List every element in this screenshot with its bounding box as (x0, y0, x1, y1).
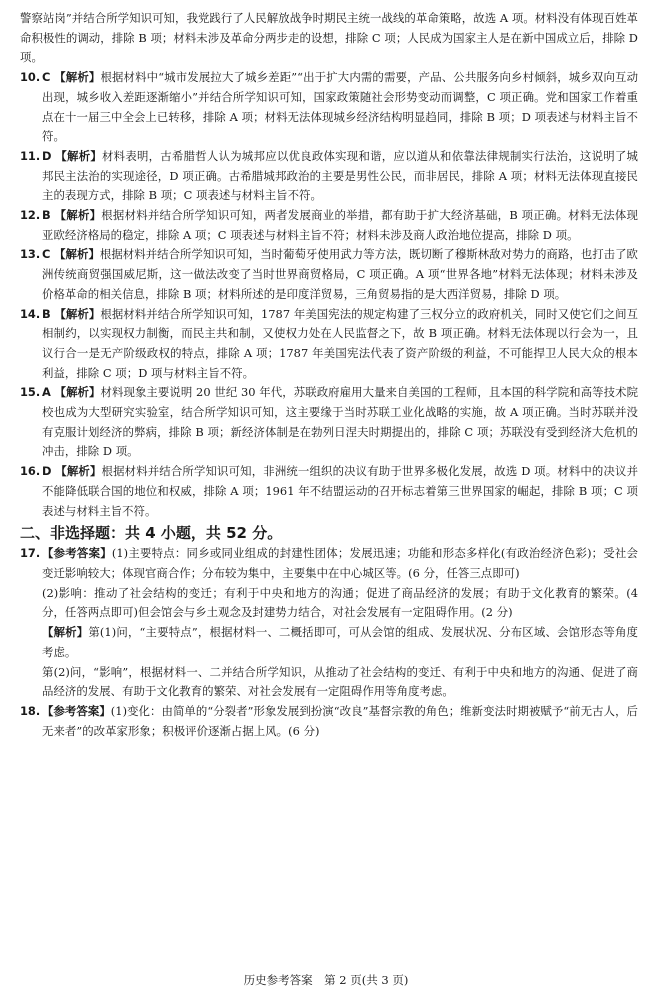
q9-continuation: 警察站岗”并结合所学知识可知，我党践行了人民解放战争时期民主统一战线的革命策略，故选 A 项。材料没有体现百姓革命积极性的调动，排除 B 项；材料未涉及革命分两步走的设想，排除 C 项；人民成为国家主人是在新中国成立后，排除 D 项。 (20, 11, 638, 65)
analysis-text: 第(1)问，“主要特点”，根据材料一、二概括即可，可从会馆的组成、发展状况、分布区域、会馆形态等角度考虑。 (42, 625, 638, 659)
question-body (42, 68, 638, 147)
question-number: 18. (20, 703, 41, 718)
answer-letter: B (42, 306, 51, 321)
question-body (42, 305, 638, 384)
page-footer: 历史参考答案 第 2 页(共 3 页) (243, 973, 409, 987)
analysis-tag: 【解析】 (54, 247, 100, 262)
question-number: 14. (20, 306, 41, 321)
analysis-tag: 【解析】 (54, 70, 101, 85)
question-number: 15. (20, 385, 41, 400)
question-14 (20, 305, 638, 384)
analysis-text: 根据材料并结合所学知识可知，1787 年美国宪法的规定构建了三权分立的政府机关，同时又使它们之间互相制约，以实现权力制衡，而民主共和制，又使权力处在人民监督之下，故 B 项正确。材料无法体现以行会为一，且议行合一是无产阶级政权的特点，排除 A 项；1787 年美国宪法代表了资产阶级的利益，不可能捍卫人民大众的根本利益，排除 C 项；D 项与材料主旨不符。 (42, 306, 639, 380)
answer-letter: A (42, 385, 51, 400)
question-number: 16. (20, 464, 41, 479)
page-content (20, 9, 638, 741)
answer-text: (1)变化：由简单的“分裂者”形象发展到扮演“改良”基督宗教的角色；维新变法时期被赋予“前无古人，后无来者”的改革家形象；积极评价逐渐占据上风。(6 分) (42, 703, 638, 738)
question-number: 12. (20, 208, 41, 223)
question-body (42, 462, 638, 521)
reference-answer-2: (2)影响：推动了社会结构的变迁；有利于中央和地方的沟通；促进了商品经济的发展；有助于文化教育的繁荣。(4 分，任答两点即可)但会馆会与乡土观念及封建势力结合，对社会发展有一定阻碍作用。(2 分) (42, 585, 638, 620)
question-18 (20, 702, 638, 741)
question-body (42, 544, 638, 702)
reference-answer-tag: 【参考答案】 (42, 703, 111, 718)
analysis-tag: 【解析】 (54, 208, 102, 223)
reference-answer-1 (42, 544, 638, 583)
analysis-text: 根据材料中“城市发展拉大了城乡差距”“出于扩大内需的需要，产品、公共服务向乡村倾斜，城乡双向互动出现，城乡收入差距逐渐缩小”并结合所学知识可知，国家政策随社会形势变动而调整，C 项正确。党和国家工作着重点在十一届三中全会上已转移，排除 A 项；材料无法体现城乡经济结构明显趋同，排除 B 项；D 项表述与材料主旨不符。 (42, 70, 639, 144)
question-15 (20, 383, 638, 462)
analysis-text: 根据材料并结合所学知识可知，非洲统一组织的决议有助于世界多极化发展，故选 D 项。材料中的决议并不能降低联合国的地位和权威，排除 A 项；1961 年不结盟运动的召开标志着第三世界国家的崛起，排除 B 项；C 项表述与材料主旨不符。 (42, 464, 639, 518)
analysis-tag: 【解析】 (42, 625, 89, 640)
question-body (42, 702, 638, 741)
analysis-tag: 【解析】 (54, 385, 101, 400)
question-17 (20, 544, 638, 702)
answer-letter: C (42, 70, 51, 85)
question-10 (20, 68, 638, 147)
analysis-1 (42, 623, 638, 662)
question-number: 13. (20, 247, 41, 262)
reference-answer-tag: 【参考答案】 (42, 546, 112, 561)
question-body (42, 245, 638, 304)
analysis-text: 材料表明，古希腊哲人认为城邦应以优良政体实现和谐，应以道从和依靠法律规制实行法治，这说明了城邦民主法治的实现途径，D 项正确。古希腊城邦政治的主要是男性公民，而非居民，排除 A 项；材料无法体现直接民主的表现方式，排除 B 项；C 项表述与材料主旨不符。 (42, 148, 638, 203)
question-number: 17. (20, 546, 41, 561)
answer-text: (1)主要特点：同乡或同业组成的封建性团体；发展迅速；功能和形态多样化(有政治经济色彩)；受社会变迁影响较大；体现官商合作；分布较为集中，主要集中在中心城区等。(6 分，任答三点即可) (42, 546, 638, 580)
answer-letter: B (42, 208, 51, 223)
analysis-text: 材料现象主要说明 20 世纪 30 年代，苏联政府雇用大量来自美国的工程师，且本国的科学院和高等技术院校也成为大型研究实验室，结合所学知识可知，这主要缘于当时苏联工业化战略的实施，故 A 项正确。当时苏联并没有克服计划经济的弊病，排除 B 项；新经济体制是在勃列日涅夫时期提出的，排除 C 项；苏联没有受到经济大危机的冲击，排除 D 项。 (42, 385, 639, 459)
analysis-tag: 【解析】 (55, 148, 103, 163)
answer-letter: C (42, 247, 51, 262)
answer-letter: D (42, 148, 52, 163)
section-heading: 二、非选择题：共 4 小题，共 52 分。 (20, 524, 283, 543)
question-body (42, 147, 638, 206)
answer-letter: D (42, 464, 52, 479)
analysis-2: 第(2)问，“影响”，根据材料一、二并结合所学知识，从推动了社会结构的变迁、有利于中央和地方的沟通、促进了商品经济的发展、有助于文化教育的繁荣、对社会发展有一定阻碍作用等角度考虑。 (42, 664, 638, 699)
question-body (42, 206, 638, 245)
question-16 (20, 462, 638, 521)
question-body (42, 383, 638, 462)
question-12 (20, 206, 638, 245)
question-number: 10. (20, 70, 41, 85)
analysis-tag: 【解析】 (55, 464, 102, 479)
analysis-text: 根据材料并结合所学知识可知，当时葡萄牙使用武力等方法，既切断了穆斯林敌对势力的商路，也打击了欧洲传统商贸强国威尼斯，这一做法改变了当时世界商贸格局，C 项正确。A 项“世界各地”材料无法体现；材料未涉及价格革命的相关信息，排除 B 项；材料所述的是印度洋贸易，三角贸易指的是大西洋贸易，排除 D 项。 (42, 247, 638, 301)
question-11 (20, 147, 638, 206)
analysis-text: 根据材料并结合所学知识可知，两者发展商业的举措，都有助于扩大经济基础，B 项正确。材料无法体现亚欧经济格局的稳定，排除 A 项；C 项表述与材料主旨不符；材料未涉及商人政治地位提高，排除 D 项。 (42, 208, 639, 242)
question-13 (20, 245, 638, 304)
question-number: 11. (20, 148, 41, 163)
analysis-tag: 【解析】 (54, 306, 101, 321)
